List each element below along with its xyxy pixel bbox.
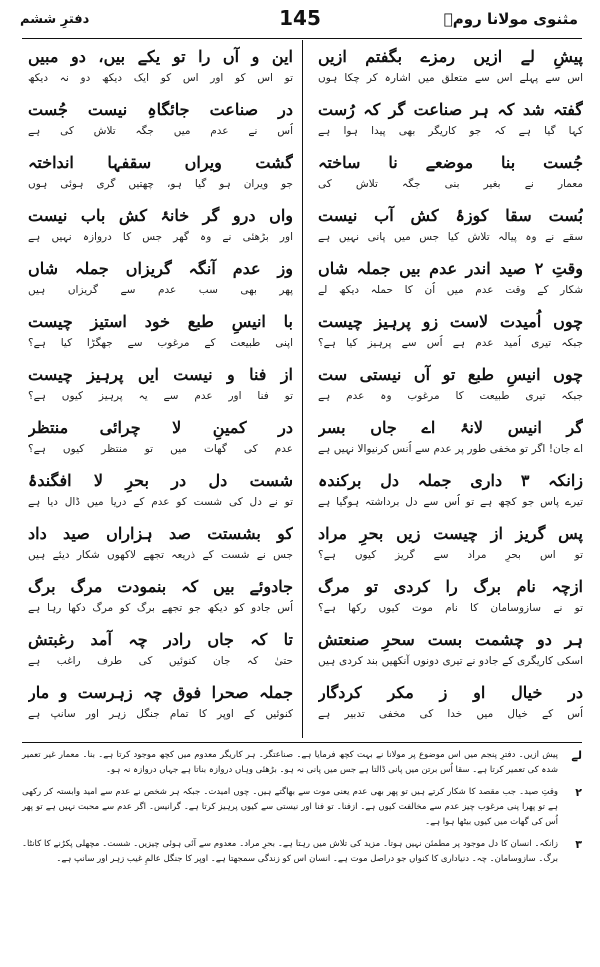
verse-line: چوں انیسِ طبع تو آں نیستی ست bbox=[318, 365, 583, 384]
footnote bbox=[22, 837, 582, 867]
verse-line: کو بشستت صد ہزاراں صید داد bbox=[28, 524, 293, 543]
verse-line: بُست سقا کوزۂ کش آب نیست bbox=[318, 206, 583, 225]
page-number: 145 bbox=[279, 6, 321, 30]
verse-line: جملہ صحرا فوق چہ زہرست و مار bbox=[28, 683, 293, 702]
verse-line: پس گریز از چیست زیں بحرِ مراد bbox=[318, 524, 583, 543]
translation-line: اُس کے خیال میں خدا کی مخفی تدبیر ہے bbox=[318, 708, 583, 720]
page-header bbox=[0, 0, 600, 40]
footnote-marker: ٢ bbox=[575, 786, 582, 799]
translation-line: تو نے دل کی شست کو عدم کے دریا میں ڈال دیا ہے bbox=[28, 496, 293, 508]
footnote-text: وقتِ صید۔ جب مقصد کا شکار کرتے ہیں تو پھر بھی عدم یعنی موت سے بھاگتے ہیں۔ چوں امیدت۔ جبکہ ہر شخص نے عدم سے امید وابستہ کر رکھی ہے تو پھرا پنی مرغوب چیز عدم سے مخالفت کیوں ہے۔ ازفنا۔ تو فنا اور نیستی سے کیوں پرہیز کرتا ہے۔ گرانیس۔ اگر عدم سے محبت نہیں ہے تو پھر اُس کی گھات میں کیوں بیٹھا ہوا ہے۔ bbox=[22, 787, 558, 827]
footnote-rule bbox=[22, 742, 582, 743]
translation-line: اس سے پہلے اس سے متعلق میں اشارہ کر چکا ہوں bbox=[318, 72, 583, 84]
verse-line: شست دل در بحرِ لا افگندۂ bbox=[28, 471, 293, 490]
translation-line: تو اس بحرِ مراد سے گریز کیوں ہے؟ bbox=[318, 549, 583, 561]
verse-line: با انیسِ طبع خود استیز چیست bbox=[28, 312, 293, 331]
translation-line: معمار نے بغیر بنی جگہ تلاش کی bbox=[318, 178, 583, 190]
verse-line: این و آں را تو یکے بیں، دو مبیں bbox=[28, 47, 293, 66]
translation-line: پھر بھی سب عدم سے گریزاں ہیں bbox=[28, 284, 293, 296]
footnote-text: پیش ازیں۔ دفترِ پنجم میں اس موضوع پر مولانا نے بہت کچھ فرمایا ہے۔ صناعتگر۔ ہر کاریگر معدوم میں کچھ موجود کرتا ہے۔ بنا۔ معمار غیر تعمیر شدہ کی تعمیر کرتا ہے۔ سقا اُس برتن میں پانی ڈالتا ہے جس میں پانی نہ ہو۔ بڑھئی وہاں دروازہ بناتا ہے جہاں دروازہ نہ ہو۔ bbox=[22, 750, 558, 775]
translation-line: تو فنا اور عدم سے یہ پرہیز کیوں ہے؟ bbox=[28, 390, 293, 402]
footnote-marker: لے bbox=[571, 749, 582, 762]
translation-line: کنوئیں کے اوپر کا تمام جنگل زہر اور سانپ ہے bbox=[28, 708, 293, 720]
verse-line: واں درو گر خانۂ کش باب نیست bbox=[28, 206, 293, 225]
translation-line: اسکی کاریگری کے جادو نے تیری دونوں آنکھیں بند کردی ہیں bbox=[318, 655, 583, 667]
verse-line: پیشِ لے ازیں رمزے بگفتم ازیں bbox=[318, 47, 583, 66]
verse-line: ازچہ نام برگ را کردی تو مرگ bbox=[318, 577, 583, 596]
translation-line: اُس جادو کو دیکھ جو تجھے برگ کو مرگ دکھا رہا ہے bbox=[28, 602, 293, 614]
translation-line: تیرے پاس جو کچھ ہے تو اُس سے دل برداشتہ ہوگیا ہے bbox=[318, 496, 583, 508]
verse-line: تا کہ جاں رادر چہ آمد رغبتش bbox=[28, 630, 293, 649]
footnote bbox=[22, 785, 582, 830]
verse-line: در کمینِ لا چرائی منتظر bbox=[28, 418, 293, 437]
verse-line: در صناعت جائگاہِ نیست جُست bbox=[28, 100, 293, 119]
verse-line: جُست بنا موضعے نا ساختہ bbox=[318, 153, 583, 172]
translation-line: اپنی طبیعت کے مرغوب سے جھگڑا کیا ہے؟ bbox=[28, 337, 293, 349]
footnotes bbox=[22, 748, 582, 874]
header-rule bbox=[22, 38, 582, 39]
verse-line: وز عدم آنگہ گریزاں جملہ شاں bbox=[28, 259, 293, 278]
verse-line: چوں اُمیدت لاست زو پرہیز چیست bbox=[318, 312, 583, 331]
footnote bbox=[22, 748, 582, 778]
translation-line: جبکہ تیری طبیعت کا مرغوب وہ عدم ہے bbox=[318, 390, 583, 402]
translation-line: جو ویران ہو گیا ہو، چھتیں گری ہوئی ہوں bbox=[28, 178, 293, 190]
footnote-text: زانکہ۔ انسان کا دل موجود پر مطمئن نہیں ہوتا۔ مزید کی تلاش میں رہتا ہے۔ بحرِ مراد۔ معدوم سے آئی ہوئی چیزیں۔ شست۔ مچھلی پکڑنے کا کانٹا۔ برگ۔ سازوسامان۔ چہ۔ دنیاداری کا کنواں جو دراصل موت ہے۔ انسان اس کو زندگی سمجھتا ہے۔ اوپر کا جنگل عالمِ غیب زہر اور سانپ ہے۔ bbox=[22, 839, 558, 864]
translation-line: اے جان! اگر تو مخفی طور پر عدم سے اُنس کرنیوالا نہیں ہے bbox=[318, 443, 583, 455]
translation-line: تو نے سازوسامان کا نام موت کیوں رکھا ہے؟ bbox=[318, 602, 583, 614]
verse-line: در خیال او ز مکر کردگار bbox=[318, 683, 583, 702]
verse-line: از فنا و نیست ایں پرہیز چیست bbox=[28, 365, 293, 384]
translation-line: کہا گیا ہے کہ جو کاریگر بھی پیدا ہوا ہے bbox=[318, 125, 583, 137]
translation-line: حتیٰ کہ جان کنوئیں کی طرف راغب ہے bbox=[28, 655, 293, 667]
translation-line: عدم کی گھات میں تو منتظر کیوں ہے؟ bbox=[28, 443, 293, 455]
translation-line: سقے نے وہ پیالہ تلاش کیا جس میں پانی نہیں ہے bbox=[318, 231, 583, 243]
verse-line: گر انیس لانۂ اے جاں بسر bbox=[318, 418, 583, 437]
verse-line: وقتِ ٢ صید اندر عدم بیں جملہ شاں bbox=[318, 259, 583, 278]
translation-line: تو اس کو اور اس کو ایک دیکھ دو نہ دیکھ bbox=[28, 72, 293, 84]
translation-line: شکار کے وقت عدم میں اُن کا حملہ دیکھ لے bbox=[318, 284, 583, 296]
translation-line: اُس نے عدم میں جگہ تلاش کی ہے bbox=[28, 125, 293, 137]
column-divider bbox=[302, 40, 303, 738]
translation-line: جبکہ تیری اُمید عدم ہے اُس سے پرہیز کیا ہے؟ bbox=[318, 337, 583, 349]
verse-line: زانکہ ٣ داری جملہ دل برکندہ bbox=[318, 471, 583, 490]
translation-line: جس نے شست کے ذریعہ تجھے لاکھوں شکار دیئے ہیں bbox=[28, 549, 293, 561]
verse-line: جادوئے بیں کہ بنمودت مرگ برگ bbox=[28, 577, 293, 596]
verse-line: گفتہ شد کہ ہر صناعت گر کہ رُست bbox=[318, 100, 583, 119]
verse-line: ہر دو چشمت بست سحرِ صنعتش bbox=[318, 630, 583, 649]
translation-line: اور بڑھئی نے وہ گھر جس کا دروازہ نہیں ہے bbox=[28, 231, 293, 243]
verse-line: گشت ویراں سقفہا انداختہ bbox=[28, 153, 293, 172]
footnote-marker: ٣ bbox=[575, 838, 582, 851]
volume-label: دفترِ ششم bbox=[20, 12, 90, 27]
book-title: مثنوی مولانا رومؒ bbox=[443, 10, 578, 28]
